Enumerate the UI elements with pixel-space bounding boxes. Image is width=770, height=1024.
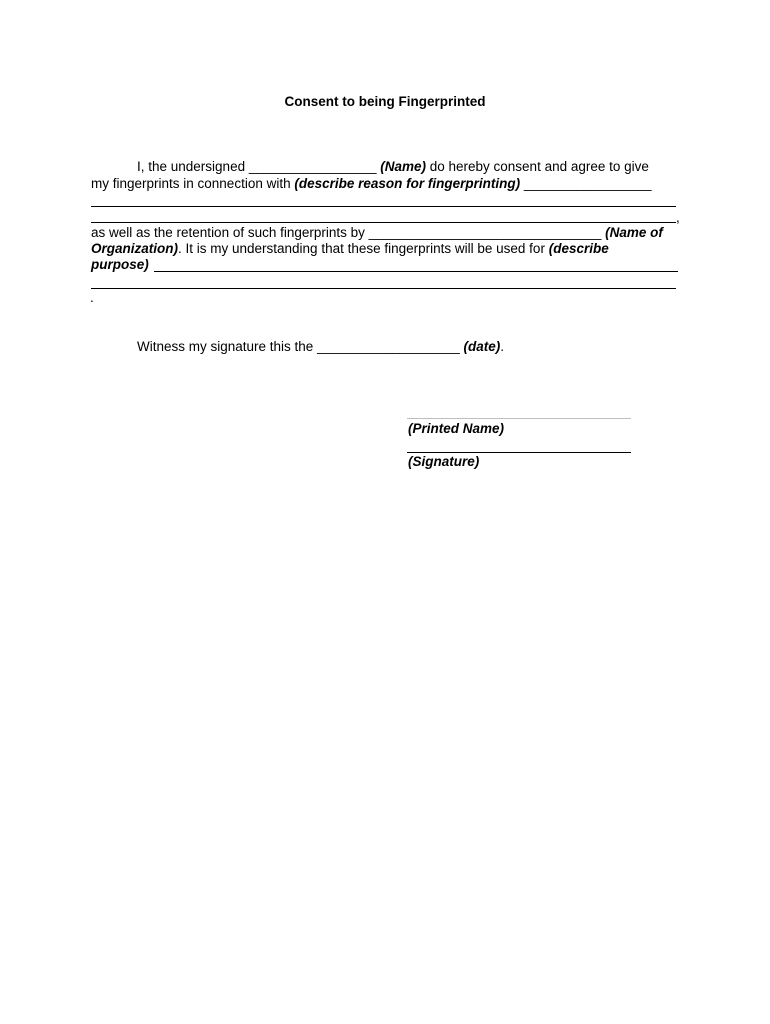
line1-text-b: do hereby consent and agree to give [425, 159, 649, 174]
name-placeholder: (Name) [380, 159, 426, 174]
purpose-blank-rule [154, 271, 678, 272]
organization-placeholder-b: Organization) [91, 241, 178, 256]
line3-text-a: as well as the retention of such fingerprints by _______________________________ [91, 225, 606, 240]
witness-line [137, 339, 504, 355]
witness-text-b: . [500, 339, 504, 354]
witness-text-a: Witness my signature this the ___________________ [137, 339, 464, 354]
line1-text-a: I, the undersigned _________________ [137, 159, 381, 174]
date-placeholder: (date) [463, 339, 501, 354]
line4-text-a: . It is my understanding that these fingerprints will be used for [178, 241, 549, 256]
reason-placeholder: (describe reason for fingerprinting) [294, 176, 521, 191]
organization-placeholder-a: (Name of [605, 225, 663, 240]
paragraph-line-5 [91, 257, 149, 273]
purpose-placeholder-a: (describe [548, 241, 609, 256]
printed-name-line [407, 418, 631, 419]
rule-comma: , [676, 210, 680, 225]
signature-label: (Signature) [408, 454, 480, 469]
paragraph-line-4 [91, 241, 609, 257]
line2-text-b: _________________ [520, 176, 652, 191]
paragraph-line-3 [91, 225, 663, 241]
printed-name-label: (Printed Name) [408, 421, 505, 436]
blank-rule-1 [91, 206, 676, 207]
paragraph-end-period: . [90, 290, 94, 305]
signature-line [407, 452, 631, 453]
paragraph-line-2 [91, 176, 652, 192]
paragraph-line-1 [137, 159, 649, 175]
blank-rule-2 [91, 222, 676, 223]
blank-rule-3 [91, 288, 676, 289]
purpose-placeholder-b: purpose) [91, 257, 149, 272]
line2-text-a: my fingerprints in connection with [91, 176, 295, 191]
document-title: Consent to being Fingerprinted [284, 94, 486, 109]
